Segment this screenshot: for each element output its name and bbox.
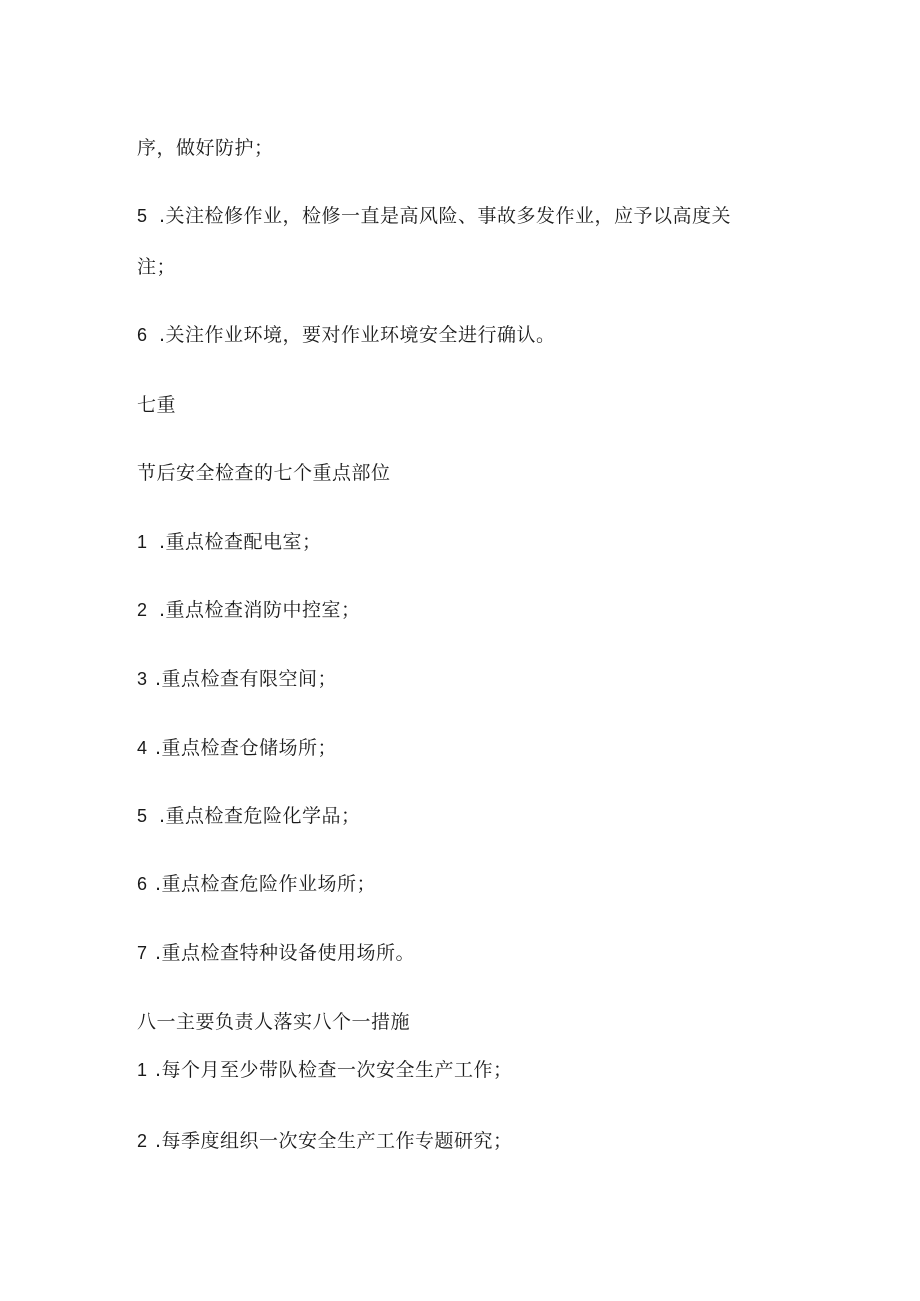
section-title xyxy=(137,393,176,417)
list-text: .重点检查特种设备使用场所。 xyxy=(155,942,416,964)
list-number: 2 xyxy=(137,1131,148,1151)
list-number: 1 xyxy=(137,1060,148,1080)
list-item xyxy=(137,736,337,760)
list-text: .重点检查配电室； xyxy=(159,531,322,553)
list-number: 5 xyxy=(137,206,148,226)
section-title xyxy=(137,1010,410,1034)
list-text: .重点检查有限空间； xyxy=(155,668,338,690)
list-item xyxy=(137,941,415,965)
list-text: .重点检查消防中控室； xyxy=(159,599,361,621)
list-item xyxy=(137,204,731,228)
section-seven-subtitle: 节后安全检查的七个重点部位 xyxy=(137,462,391,484)
section-eight-title: 八一主要负责人落实八个一措施 xyxy=(137,1011,411,1033)
list-number: 5 xyxy=(137,806,148,826)
list-text: .重点检查仓储场所； xyxy=(155,737,338,759)
list-number: 2 xyxy=(137,600,148,620)
continuation-line xyxy=(137,136,274,160)
list-number: 7 xyxy=(137,943,148,963)
continuation-text: 序，做好防护； xyxy=(137,137,274,159)
list-number: 4 xyxy=(137,738,148,758)
list-text: .重点检查危险化学品； xyxy=(159,805,361,827)
section-seven-title: 七重 xyxy=(137,394,177,416)
list-item xyxy=(137,323,556,347)
list-item xyxy=(137,598,361,622)
list-item xyxy=(137,804,361,828)
list-item xyxy=(137,667,337,691)
list-number: 6 xyxy=(137,325,148,345)
list-item-continuation xyxy=(137,255,176,279)
list-number: 6 xyxy=(137,874,148,894)
list-item xyxy=(137,530,322,554)
list-text: .每个月至少带队检查一次安全生产工作； xyxy=(155,1059,513,1081)
list-text: 注； xyxy=(137,256,177,278)
list-item xyxy=(137,1129,513,1153)
list-number: 3 xyxy=(137,669,148,689)
section-subtitle xyxy=(137,461,391,485)
list-text: .关注作业环境，要对作业环境安全进行确认。 xyxy=(159,324,556,346)
list-text: .关注检修作业，检修一直是高风险、事故多发作业，应予以高度关 xyxy=(159,205,732,227)
list-text: .重点检查危险作业场所； xyxy=(155,873,377,895)
list-text: .每季度组织一次安全生产工作专题研究； xyxy=(155,1130,513,1152)
list-item xyxy=(137,1058,513,1082)
list-item xyxy=(137,872,376,896)
list-number: 1 xyxy=(137,532,148,552)
